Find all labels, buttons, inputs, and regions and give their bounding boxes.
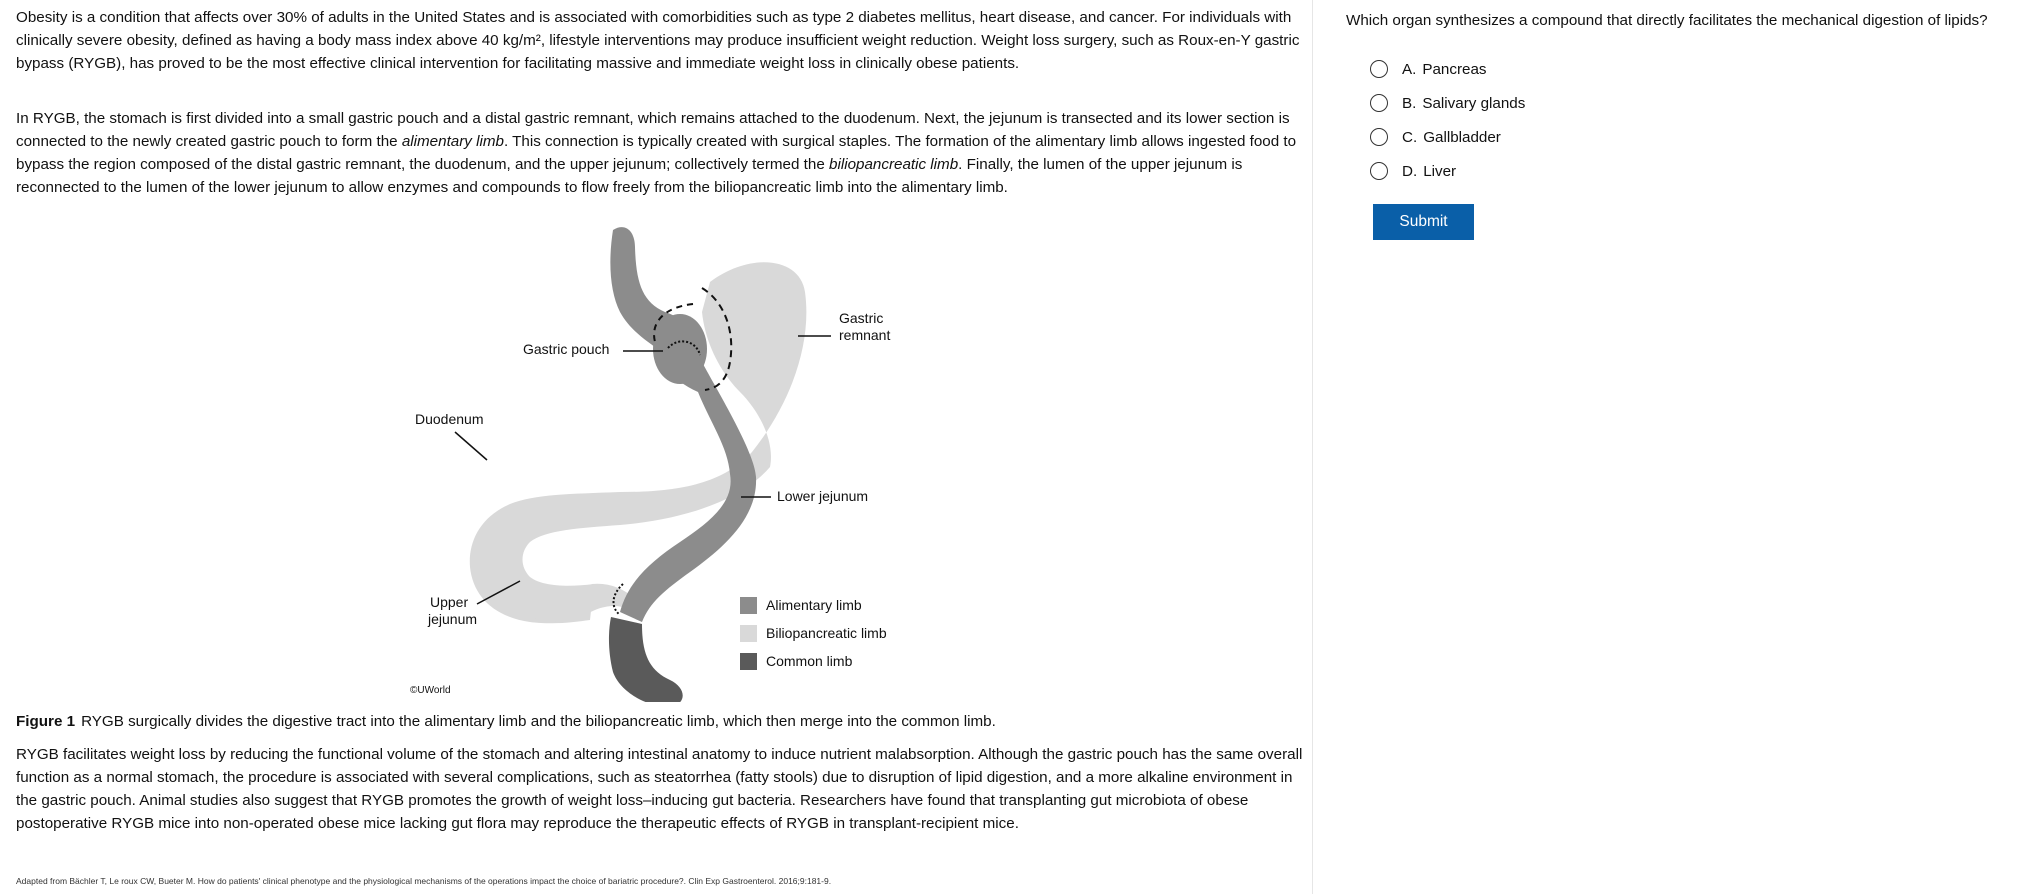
label-gastric-remnant-line2: remnant: [839, 327, 891, 343]
label-upper-jejunum-line1: Upper: [430, 594, 469, 610]
answer-options: [1370, 52, 1525, 188]
answer-option-d-letter: D.: [1402, 162, 1418, 180]
source-citation: Adapted from Bächler T, Le roux CW, Bueter M. How do patients' clinical phenotype and the physiological mechanisms of the operations impact the choice of bariatric procedure?. Clin Exp Gastroenterol. 2016;9:181-9.: [16, 876, 832, 886]
term-alimentary-limb: alimentary limb: [401, 133, 504, 150]
figure-caption: [16, 710, 996, 733]
label-upper-jejunum-line2: jejunum: [428, 611, 478, 627]
term-biliopancreatic-limb: biliopancreatic limb: [829, 156, 959, 173]
figure-caption-text: RYGB surgically divides the digestive tract into the alimentary limb and the biliopancreatic limb, which then merge into the common limb.: [81, 713, 996, 730]
answer-option-a-letter: A.: [1402, 60, 1417, 78]
legend-label-alimentary: Alimentary limb: [766, 597, 862, 613]
radio-button-b[interactable]: [1370, 94, 1388, 112]
answer-option-a[interactable]: [1370, 52, 1525, 86]
answer-option-b-letter: B.: [1402, 94, 1417, 112]
answer-option-b-text: Salivary glands: [1422, 94, 1526, 112]
passage-paragraph-2-part-a: In RYGB, the stomach is first divided into a small gastric pouch and a distal gastric remnant, which remains attached to the duodenum. Next, the jejunum is transected and its lower section is connected to the newly created gastric pouch to form the: [16, 110, 1290, 150]
legend-swatch-common: [740, 653, 757, 670]
legend-swatch-alimentary: [740, 597, 757, 614]
answer-option-c-letter: C.: [1402, 128, 1418, 146]
legend-swatch-biliopancreatic: [740, 625, 757, 642]
question-stem: Which organ synthesizes a compound that directly facilitates the mechanical digestion of lipids?: [1346, 12, 1988, 29]
rygb-figure: [380, 212, 940, 702]
radio-button-a[interactable]: [1370, 60, 1388, 78]
legend-label-common: Common limb: [766, 653, 853, 669]
answer-option-d-text: Liver: [1423, 162, 1457, 180]
passage-paragraph-3: RYGB facilitates weight loss by reducing the functional volume of the stomach and altering intestinal anatomy to induce nutrient malabsorption. Although the gastric pouch has the same overall function as a normal stomach, the procedure is associated with several complications, such as steatorrhea (fatty stools) due to disruption of lipid digestion, and a more alkaline environment in the gastric pouch. Animal studies also suggest that RYGB promotes the growth of weight loss–inducing gut bacteria. Researchers have found that transplanting gut microbiota of obese postoperative RYGB mice into non-operated obese mice lacking gut flora may reproduce the therapeutic effects of RYGB in transplant-recipient mice.: [16, 746, 1303, 832]
passage-paragraph-2-part-b: . This connection is typically created with surgical staples. The formation of the alimentary limb allows ingested food to bypass the region composed of the distal gastric remnant, the duodenum, and the upper jejunum; collectively termed the: [16, 133, 1297, 173]
label-gastric-remnant-line1: Gastric: [839, 310, 884, 326]
radio-button-d[interactable]: [1370, 162, 1388, 180]
leader-duodenum: [455, 432, 487, 460]
answer-option-a-label: [1402, 61, 1487, 78]
answer-option-c[interactable]: [1370, 120, 1525, 154]
passage-paragraph-2: [16, 107, 1306, 199]
copyright-notice: ©UWorld: [410, 685, 451, 696]
question-pane: [1314, 0, 2041, 894]
passage-paragraph-1: Obesity is a condition that affects over 30% of adults in the United States and is associated with comorbidities such as type 2 diabetes mellitus, heart disease, and cancer. For individuals with clinically severe obesity, defined as having a body mass index above 40 kg/m², lifestyle interventions may produce insufficient weight reduction. Weight loss surgery, such as Roux-en-Y gastric bypass (RYGB), has proved to be the most effective clinical intervention for facilitating massive and immediate weight loss in clinically obese patients.: [16, 9, 1300, 72]
label-duodenum: Duodenum: [415, 411, 484, 427]
gastric-pouch-shape: [653, 314, 707, 384]
passage-paragraph-2-part-c: . Finally, the lumen of the upper jejunum is reconnected to the lumen of the lower jejunum to allow enzymes and compounds to flow freely from the biliopancreatic limb into the alimentary limb.: [16, 156, 1243, 196]
radio-button-c[interactable]: [1370, 128, 1388, 146]
label-lower-jejunum: Lower jejunum: [777, 488, 869, 504]
answer-option-c-text: Gallbladder: [1423, 128, 1501, 146]
label-gastric-pouch: Gastric pouch: [523, 341, 610, 357]
answer-option-d-label: [1402, 163, 1456, 180]
figure-caption-label: Figure 1: [16, 713, 76, 730]
legend-label-biliopancreatic: Biliopancreatic limb: [766, 625, 887, 641]
answer-option-a-text: Pancreas: [1422, 60, 1487, 78]
submit-button[interactable]: Submit: [1373, 204, 1474, 240]
answer-option-d[interactable]: [1370, 154, 1525, 188]
common-limb-shape: [609, 617, 683, 702]
answer-option-c-label: [1402, 129, 1501, 146]
answer-option-b-label: [1402, 95, 1525, 112]
answer-option-b[interactable]: [1370, 86, 1525, 120]
